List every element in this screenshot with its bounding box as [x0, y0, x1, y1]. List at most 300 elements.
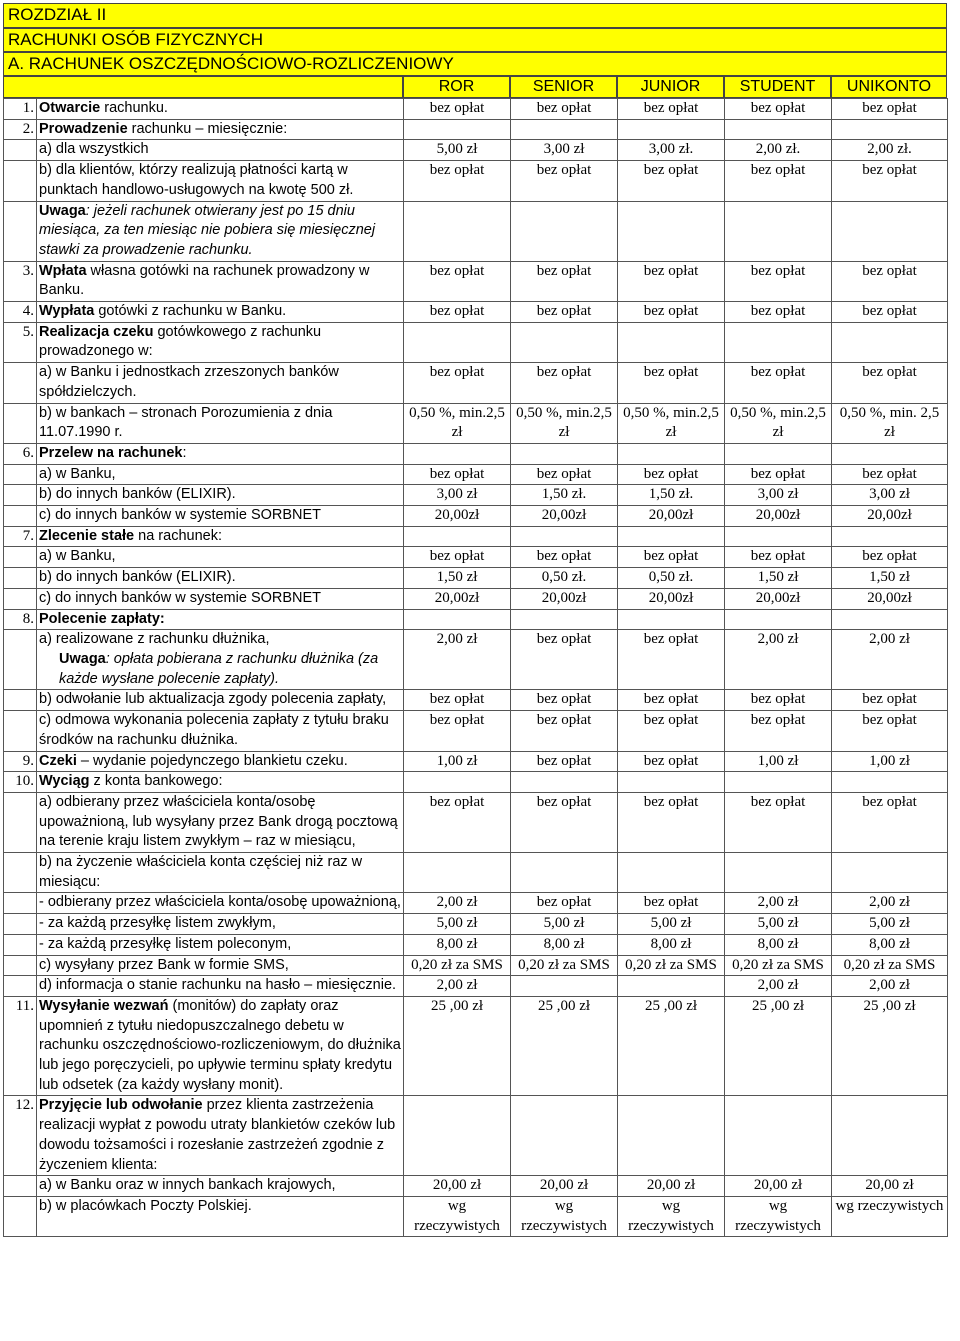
fee-junior: bez opłat [618, 464, 725, 485]
column-header-junior: JUNIOR [617, 76, 724, 98]
table-row [4, 853, 948, 893]
row-description [37, 403, 404, 443]
fee-junior: 1,50 zł. [618, 485, 725, 506]
table-row [4, 119, 948, 140]
table-row [4, 1096, 948, 1176]
fee-unikonto: 1,00 zł [832, 751, 948, 772]
fee-junior [618, 119, 725, 140]
fee-ror: bez opłat [404, 792, 511, 852]
note-text: : opłata pobierana z rachunku dłużnika (za każde wysłane polecenie zapłaty). [59, 650, 379, 687]
fee-ror: 8,00 zł [404, 934, 511, 955]
fee-senior: 20,00zł [511, 506, 618, 527]
fee-student [725, 853, 832, 893]
fee-senior [511, 853, 618, 893]
fee-junior: 3,00 zł. [618, 140, 725, 161]
table-row [4, 403, 948, 443]
row-number [4, 711, 37, 751]
row-description [37, 893, 404, 914]
table-row [4, 261, 948, 301]
row-text: a) w Banku i jednostkach zrzeszonych banków spółdzielczych. [39, 364, 339, 400]
fee-student [725, 609, 832, 630]
table-row [4, 201, 948, 261]
row-text: własna gotówki na rachunek prowadzony w Banku. [39, 262, 370, 299]
row-description [37, 363, 404, 403]
fee-unikonto: bez opłat [832, 464, 948, 485]
fee-unikonto: 20,00zł [832, 588, 948, 609]
row-description [37, 464, 404, 485]
fee-student: 8,00 zł [725, 934, 832, 955]
fee-ror [404, 322, 511, 362]
row-description [37, 119, 404, 140]
fee-ror [404, 443, 511, 464]
row-number [4, 506, 37, 527]
fee-senior: 0,50 %, min.2,5 zł [511, 403, 618, 443]
fee-unikonto: bez opłat [832, 261, 948, 301]
row-text: b) do innych banków (ELIXIR). [39, 486, 236, 503]
fee-ror: 2,00 zł [404, 630, 511, 690]
row-number: 11. [4, 996, 37, 1096]
fee-student: bez opłat [725, 302, 832, 323]
fee-ror [404, 119, 511, 140]
fee-unikonto: bez opłat [832, 711, 948, 751]
table-row [4, 1176, 948, 1197]
row-number [4, 1176, 37, 1197]
column-header-student: STUDENT [724, 76, 831, 98]
fee-senior: bez opłat [511, 99, 618, 120]
row-description [37, 955, 404, 976]
fee-student: 2,00 zł [725, 976, 832, 997]
fee-ror: bez opłat [404, 547, 511, 568]
chapter-title: ROZDZIAŁ II [3, 3, 947, 28]
fee-senior [511, 119, 618, 140]
fee-ror: 2,00 zł [404, 976, 511, 997]
fee-junior [618, 201, 725, 261]
fee-unikonto: bez opłat [832, 690, 948, 711]
row-description [37, 1096, 404, 1176]
fee-ror: bez opłat [404, 99, 511, 120]
fee-senior [511, 443, 618, 464]
fee-senior: bez opłat [511, 363, 618, 403]
fee-junior [618, 322, 725, 362]
fee-unikonto: bez opłat [832, 547, 948, 568]
table-row [4, 506, 948, 527]
fee-unikonto: 2,00 zł [832, 976, 948, 997]
note-text: : jeżeli rachunek otwierany jest po 15 dniu miesiąca, za ten miesiąc nie pobiera się miesięcznej stawki za prowadzenie rachunku. [39, 202, 376, 258]
table-row [4, 751, 948, 772]
row-number [4, 464, 37, 485]
table-row [4, 976, 948, 997]
fee-senior: bez opłat [511, 893, 618, 914]
row-description [37, 914, 404, 935]
fee-senior [511, 201, 618, 261]
fee-ror: 0,50 %, min.2,5 zł [404, 403, 511, 443]
fee-ror: bez opłat [404, 711, 511, 751]
subsection-title: A. RACHUNEK OSZCZĘDNOŚCIOWO-ROZLICZENIOWY [3, 52, 947, 76]
row-description [37, 609, 404, 630]
fee-senior: bez opłat [511, 690, 618, 711]
row-text: - za każdą przesyłkę listem poleconym, [39, 935, 292, 952]
row-description [37, 99, 404, 120]
fee-student: 0,20 zł za SMS [725, 955, 832, 976]
table-row [4, 443, 948, 464]
fee-junior: bez opłat [618, 690, 725, 711]
row-number [4, 955, 37, 976]
row-number [4, 161, 37, 201]
fee-unikonto: 2,00 zł [832, 893, 948, 914]
fee-junior: 5,00 zł [618, 914, 725, 935]
fee-unikonto: bez opłat [832, 792, 948, 852]
fee-student: 1,50 zł [725, 568, 832, 589]
row-text: a) realizowane z rachunku dłużnika, [39, 631, 270, 648]
row-heading: Polecenie zapłaty: [39, 610, 165, 627]
fee-student: 20,00 zł [725, 1176, 832, 1197]
table-row [4, 363, 948, 403]
note-label: Uwaga [59, 650, 106, 667]
fee-junior: 25 ,00 zł [618, 996, 725, 1096]
fee-ror [404, 772, 511, 793]
table-row [4, 322, 948, 362]
row-text: - za każdą przesyłkę listem zwykłym, [39, 915, 276, 932]
fee-student: 1,00 zł [725, 751, 832, 772]
fee-unikonto [832, 1096, 948, 1176]
fee-ror [404, 201, 511, 261]
fee-student: bez opłat [725, 99, 832, 120]
row-number [4, 1196, 37, 1236]
fee-senior [511, 772, 618, 793]
row-heading: Wyciąg [39, 773, 90, 790]
fee-unikonto: bez opłat [832, 161, 948, 201]
fee-junior: 8,00 zł [618, 934, 725, 955]
fee-unikonto [832, 322, 948, 362]
row-text: rachunku – miesięcznie: [127, 120, 288, 137]
row-number [4, 893, 37, 914]
fee-unikonto [832, 526, 948, 547]
fee-junior [618, 443, 725, 464]
row-description [37, 526, 404, 547]
fee-unikonto [832, 609, 948, 630]
row-number: 7. [4, 526, 37, 547]
fee-student: 5,00 zł [725, 914, 832, 935]
row-number [4, 976, 37, 997]
row-number [4, 792, 37, 852]
fee-senior: 1,50 zł. [511, 485, 618, 506]
fee-junior: bez opłat [618, 751, 725, 772]
table-row [4, 711, 948, 751]
row-number [4, 547, 37, 568]
row-number [4, 568, 37, 589]
row-number [4, 201, 37, 261]
fee-ror: bez opłat [404, 363, 511, 403]
fee-ror: 1,00 zł [404, 751, 511, 772]
fee-ror: 2,00 zł [404, 893, 511, 914]
row-description [37, 302, 404, 323]
row-number: 2. [4, 119, 37, 140]
fee-student [725, 443, 832, 464]
fee-senior: 0,20 zł za SMS [511, 955, 618, 976]
fee-table [3, 98, 948, 1237]
table-row [4, 893, 948, 914]
fee-ror: bez opłat [404, 261, 511, 301]
fee-ror: 0,20 zł za SMS [404, 955, 511, 976]
fee-senior [511, 322, 618, 362]
row-number [4, 853, 37, 893]
fee-student [725, 201, 832, 261]
fee-unikonto: bez opłat [832, 99, 948, 120]
fee-ror: 20,00 zł [404, 1176, 511, 1197]
row-heading: Wypłata [39, 303, 95, 320]
table-row [4, 914, 948, 935]
row-text: przez klienta zastrzeżenia realizacji wypłat z powodu utraty blankietów czeków lub dowodu tożsamości i rozesłanie zastrzeżeń zgodnie z życzeniem klienta: [39, 1097, 396, 1173]
row-text: z konta bankowego: [89, 773, 223, 790]
fee-senior: bez opłat [511, 547, 618, 568]
row-number: 1. [4, 99, 37, 120]
fee-unikonto: 1,50 zł [832, 568, 948, 589]
row-description [37, 976, 404, 997]
fee-unikonto [832, 201, 948, 261]
fee-senior: bez opłat [511, 302, 618, 323]
fee-student: 2,00 zł [725, 630, 832, 690]
row-text: b) dla klientów, którzy realizują płatności kartą w punktach handlowo-usługowych na kwotę 500 zł. [39, 162, 354, 198]
row-description [37, 751, 404, 772]
row-text: b) odwołanie lub aktualizacja zgody polecenia zapłaty, [39, 691, 387, 708]
row-text: - odbierany przez właściciela konta/osobę upoważnioną, [39, 894, 401, 911]
fee-unikonto [832, 119, 948, 140]
row-heading: Zlecenie stałe [39, 527, 135, 544]
table-row [4, 609, 948, 630]
fee-senior: 0,50 zł. [511, 568, 618, 589]
fee-senior: 3,00 zł [511, 140, 618, 161]
fee-ror [404, 853, 511, 893]
row-number: 6. [4, 443, 37, 464]
table-row [4, 630, 948, 690]
row-description [37, 1176, 404, 1197]
row-description [37, 443, 404, 464]
fee-senior: wg rzeczywistych [511, 1196, 618, 1236]
row-number [4, 690, 37, 711]
table-row [4, 547, 948, 568]
fee-student [725, 772, 832, 793]
table-row [4, 934, 948, 955]
column-header-unikonto: UNIKONTO [831, 76, 947, 98]
fee-student: 3,00 zł [725, 485, 832, 506]
fee-student: bez opłat [725, 547, 832, 568]
fee-unikonto: wg rzeczywistych [832, 1196, 948, 1236]
row-heading: Prowadzenie [39, 120, 128, 137]
fee-ror: 20,00zł [404, 588, 511, 609]
row-description [37, 690, 404, 711]
fee-senior [511, 609, 618, 630]
row-text: gotówkowego z rachunku prowadzonego w: [39, 323, 322, 360]
fee-junior: bez opłat [618, 363, 725, 403]
row-number [4, 934, 37, 955]
fee-unikonto: 2,00 zł [832, 630, 948, 690]
fee-student: 2,00 zł [725, 893, 832, 914]
row-heading: Realizacja czeku [39, 323, 154, 340]
row-description [37, 934, 404, 955]
fee-senior [511, 1096, 618, 1176]
row-number: 4. [4, 302, 37, 323]
row-number [4, 588, 37, 609]
fee-junior: bez opłat [618, 547, 725, 568]
row-text: b) w bankach – stronach Porozumienia z dnia 11.07.1990 r. [39, 404, 333, 441]
row-number: 8. [4, 609, 37, 630]
fee-student: 20,00zł [725, 506, 832, 527]
table-row [4, 464, 948, 485]
fee-unikonto: 5,00 zł [832, 914, 948, 935]
row-description [37, 996, 404, 1096]
fee-student: bez opłat [725, 261, 832, 301]
fee-senior: bez opłat [511, 792, 618, 852]
fee-unikonto [832, 443, 948, 464]
fee-junior: 20,00 zł [618, 1176, 725, 1197]
fee-student [725, 322, 832, 362]
row-text: a) odbierany przez właściciela konta/osobę upoważnioną, lub wysyłany przez Bank drogą pocztową na terenie kraju listem zwykłym – raz w miesiącu, [39, 793, 398, 850]
fee-ror: 5,00 zł [404, 140, 511, 161]
fee-senior: 25 ,00 zł [511, 996, 618, 1096]
row-description [37, 630, 404, 690]
row-description [37, 485, 404, 506]
fee-unikonto: 3,00 zł [832, 485, 948, 506]
fee-senior: bez opłat [511, 261, 618, 301]
fee-junior: bez opłat [618, 302, 725, 323]
fee-unikonto: 20,00 zł [832, 1176, 948, 1197]
row-description [37, 506, 404, 527]
row-text: d) informacja o stanie rachunku na hasło – miesięcznie. [39, 977, 397, 994]
row-number [4, 140, 37, 161]
row-note [39, 650, 401, 689]
fee-student [725, 526, 832, 547]
fee-unikonto: 0,20 zł za SMS [832, 955, 948, 976]
row-number [4, 363, 37, 403]
row-note [39, 203, 375, 258]
fee-senior: bez opłat [511, 711, 618, 751]
row-description [37, 547, 404, 568]
row-text: b) do innych banków (ELIXIR). [39, 569, 236, 586]
fee-senior [511, 976, 618, 997]
fee-ror: wg rzeczywistych [404, 1196, 511, 1236]
fee-unikonto: bez opłat [832, 363, 948, 403]
table-row [4, 161, 948, 201]
table-row [4, 526, 948, 547]
fee-junior [618, 609, 725, 630]
table-row [4, 99, 948, 120]
fee-student: 25 ,00 zł [725, 996, 832, 1096]
fee-student [725, 119, 832, 140]
fee-junior: wg rzeczywistych [618, 1196, 725, 1236]
fee-student: 20,00zł [725, 588, 832, 609]
row-description [37, 140, 404, 161]
table-row [4, 1196, 948, 1236]
fee-junior: bez opłat [618, 161, 725, 201]
fee-unikonto: bez opłat [832, 302, 948, 323]
table-row [4, 996, 948, 1096]
fee-senior: 20,00 zł [511, 1176, 618, 1197]
fee-junior: bez opłat [618, 630, 725, 690]
row-description [37, 711, 404, 751]
fee-junior: bez opłat [618, 893, 725, 914]
fee-student [725, 1096, 832, 1176]
row-description [37, 568, 404, 589]
row-heading: Czeki [39, 752, 77, 769]
row-number [4, 403, 37, 443]
fee-unikonto [832, 772, 948, 793]
column-header-senior: SENIOR [510, 76, 617, 98]
fee-senior: bez opłat [511, 630, 618, 690]
row-number: 9. [4, 751, 37, 772]
row-text: c) do innych banków w systemie SORBNET [39, 589, 322, 606]
fee-junior: bez opłat [618, 99, 725, 120]
fee-senior: bez opłat [511, 161, 618, 201]
row-text: gotówki z rachunku w Banku. [94, 303, 287, 320]
fee-senior: bez opłat [511, 464, 618, 485]
fee-ror [404, 526, 511, 547]
column-header-ror: ROR [403, 76, 510, 98]
row-description [37, 1196, 404, 1236]
fee-ror: 5,00 zł [404, 914, 511, 935]
fee-student: wg rzeczywistych [725, 1196, 832, 1236]
row-heading: Przyjęcie lub odwołanie [39, 1097, 203, 1114]
fee-junior: 20,00zł [618, 588, 725, 609]
row-description [37, 792, 404, 852]
fee-student: bez opłat [725, 711, 832, 751]
row-description [37, 261, 404, 301]
row-description [37, 201, 404, 261]
fee-junior [618, 526, 725, 547]
fee-unikonto: 0,50 %, min. 2,5 zł [832, 403, 948, 443]
fee-ror: 3,00 zł [404, 485, 511, 506]
row-text: a) w Banku, [39, 548, 116, 565]
row-text: – wydanie pojedynczego blankietu czeku. [76, 752, 348, 769]
table-row [4, 568, 948, 589]
row-number [4, 914, 37, 935]
table-row [4, 955, 948, 976]
fee-ror [404, 1096, 511, 1176]
fee-ror: 1,50 zł [404, 568, 511, 589]
table-row [4, 485, 948, 506]
fee-junior [618, 853, 725, 893]
fee-unikonto: 25 ,00 zł [832, 996, 948, 1096]
fee-student: 0,50 %, min.2,5 zł [725, 403, 832, 443]
row-number: 10. [4, 772, 37, 793]
row-text: a) dla wszystkich [39, 141, 149, 158]
fee-senior: 5,00 zł [511, 914, 618, 935]
row-description [37, 588, 404, 609]
row-heading: Wpłata [39, 262, 87, 279]
fee-unikonto: 2,00 zł. [832, 140, 948, 161]
fee-senior: bez opłat [511, 751, 618, 772]
fee-student: bez opłat [725, 161, 832, 201]
fee-junior: bez opłat [618, 261, 725, 301]
fee-junior: 20,00zł [618, 506, 725, 527]
fee-ror [404, 609, 511, 630]
fee-student: bez opłat [725, 464, 832, 485]
column-header-blank [3, 76, 403, 98]
row-heading: Otwarcie [39, 100, 101, 116]
row-text: c) wysyłany przez Bank w formie SMS, [39, 956, 289, 973]
fee-junior: 0,20 zł za SMS [618, 955, 725, 976]
fee-senior: 20,00zł [511, 588, 618, 609]
fee-ror: 20,00zł [404, 506, 511, 527]
row-text: a) w Banku, [39, 465, 116, 482]
fee-ror: bez opłat [404, 302, 511, 323]
table-row [4, 302, 948, 323]
row-description [37, 161, 404, 201]
row-heading: Przelew na rachunek [39, 444, 183, 461]
row-description [37, 322, 404, 362]
fee-junior [618, 976, 725, 997]
row-description [37, 853, 404, 893]
row-heading: Wysyłanie wezwań [39, 997, 169, 1014]
